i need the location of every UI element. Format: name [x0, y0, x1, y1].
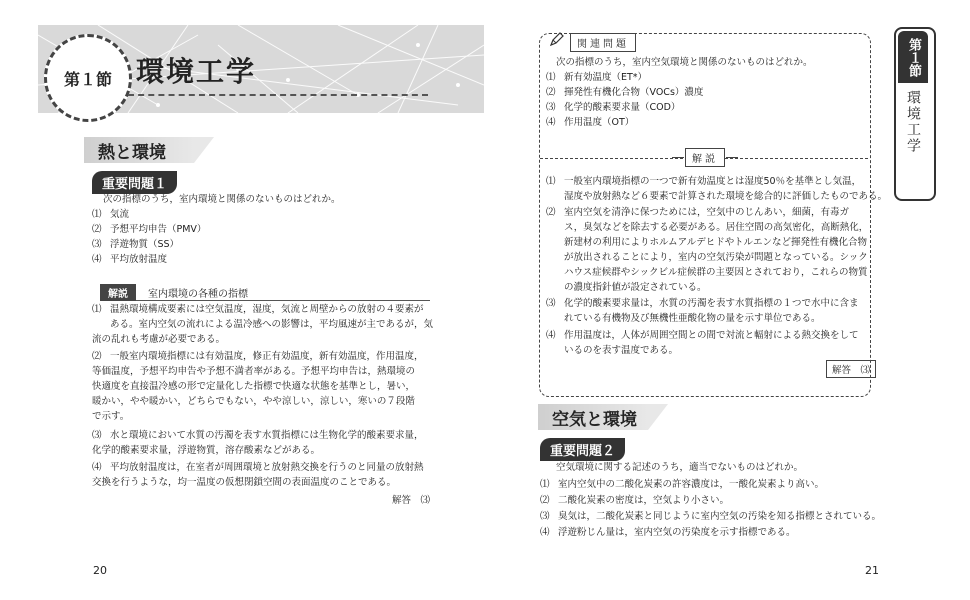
explanation-item: ⑶ 化学的酸素要求量は，水質の汚濁を表す水質指標の１つで水中に含ま: [546, 298, 859, 309]
answer-box-right: 解答 ⑶: [826, 360, 876, 378]
explanation-line: 化学的酸素要求量，浮遊物質，溶存酸素などがある。: [92, 445, 321, 456]
option-item: ⑵ 揮発性有機化合物（VOCs）濃度: [546, 87, 704, 98]
explanation-line: いるのを表す温度である。: [564, 345, 679, 356]
explanation-line: 暖かい，やや暖かい，どちらでもない，やや涼しい，涼しい，寒いの７段階: [92, 396, 415, 407]
section-title: 環境工学: [136, 55, 257, 88]
explanation-line: が放出されることにより，室内の空気汚染が問題となっている。シック: [564, 252, 868, 263]
chapter-tab-title: 環境工学: [905, 90, 921, 154]
option-item: ⑶ 化学的酸素要求量（COD）: [546, 102, 681, 113]
explanation-item: ⑷ 平均放射温度は，在室者が周囲環境と放射熱交換を行うのと同量の放射熱: [92, 462, 424, 473]
related-problem-label: 関連問題: [570, 33, 636, 52]
option-item: ⑴ 新有効温度（ET*）: [546, 72, 648, 83]
explanation-item: ⑵ 室内空気を清浄に保つためには，空気中のじんあい，細菌，有毒ガ: [546, 207, 850, 218]
option-item: ⑶ 臭気は，二酸化炭素と同じように室内空気の汚染を知る指標とされている。: [540, 511, 882, 522]
explanation-line: ある。室内空気の流れによる温冷感への影響は，平均風速が主であるが，気: [110, 319, 434, 330]
explanation-title: 室内環境の各種の指標: [148, 289, 248, 300]
option-item: ⑷ 平均放射温度: [92, 254, 168, 265]
question-text: 空気環境に関する記述のうち，適当でないものはどれか。: [556, 462, 804, 473]
explanation-line: ハウス症候群やシックビル症候群の主要因とされており，これらの物質: [564, 267, 868, 278]
explanation-line: 等価温度，予想平均申告や予想不満者率がある。予想平均申告は，熱環境の: [92, 366, 416, 377]
section-label: 第１節: [63, 69, 112, 89]
pencil-icon: [549, 31, 565, 47]
explanation-item: ⑵ 一般室内環境指標には有効温度，修正有効温度，新有効温度，作用温度，: [92, 351, 424, 362]
explanation-line: 快適度を直接温冷感の形で定量化した指標で快適な状態を基準とし，暑い，: [92, 381, 416, 392]
page-number-right: 21: [865, 564, 879, 577]
explanation-line: れている有機物及び無機性亜酸化物の量を示す単位である。: [564, 313, 821, 324]
explanation-item: ⑴ 温熱環境構成要素には空気温度，湿度，気流と周壁からの放射の４要素が: [92, 304, 424, 315]
answer-label: 解答 ⑶: [392, 495, 431, 506]
heading-air-environment: 空気と環境: [538, 404, 678, 430]
question-text: 次の指標のうち，室内環境と関係のないものはどれか。: [103, 194, 341, 205]
explanation-label-right: 解説: [685, 148, 725, 167]
banner-divider: [128, 94, 428, 96]
explanation-item: ⑴ 一般室内環境指標の一つで新有効温度とは湿度50％を基準とし気温，: [546, 176, 862, 187]
section-number-circle: [44, 34, 132, 122]
option-item: ⑷ 浮遊粉じん量は，室内空気の汚染度を示す指標である。: [540, 527, 796, 538]
explanation-line: 流の乱れも考慮が必要である。: [92, 334, 226, 345]
option-item: ⑵ 二酸化炭素の密度は，空気より小さい。: [540, 495, 730, 506]
option-item: ⑴ 室内空気中の二酸化炭素の許容濃度は，一酸化炭素より高い。: [540, 479, 825, 490]
explanation-tag: 解説: [100, 284, 136, 301]
heading-heat-environment: 熱と環境: [84, 137, 224, 163]
page-number-left: 20: [93, 564, 107, 577]
option-item: ⑴ 気流: [92, 209, 130, 220]
explanation-line: 湿度や放射熱など６要素で計算された環境を総合的に評価したものである。: [564, 191, 888, 202]
explanation-line: で示す。: [92, 411, 130, 422]
explanation-line: ス，臭気などを除去する必要がある。居住空間の高気密化，高断熱化，: [564, 222, 869, 233]
explanation-item: ⑶ 水と環境において水質の汚濁を表す水質指標には生物化学的酸素要求量，: [92, 430, 424, 441]
option-item: ⑷ 作用温度（OT）: [546, 117, 635, 128]
explanation-item: ⑷ 作用温度は，人体が周囲空間との間で対流と輻射による熱交換をして: [546, 330, 859, 341]
explanation-line: 新建材の利用によりホルムアルデヒドやトルエンなど揮発性有機化合物: [564, 237, 868, 248]
explanation-line: 交換を行うような，均一温度の仮想閉鎖空間の表面温度のことである。: [92, 477, 397, 488]
important-problem-badge: 重要問題１: [92, 171, 177, 194]
important-problem-badge: 重要問題２: [540, 438, 625, 461]
option-item: ⑶ 浮遊物質（SS）: [92, 239, 180, 250]
related-question: 次の指標のうち，室内空気環境と関係のないものはどれか。: [556, 57, 813, 68]
chapter-tab-label: 第１節: [898, 31, 928, 83]
explanation-line: の濃度指針値が設定されている。: [564, 282, 707, 293]
option-item: ⑵ 予想平均申告（PMV）: [92, 224, 207, 235]
